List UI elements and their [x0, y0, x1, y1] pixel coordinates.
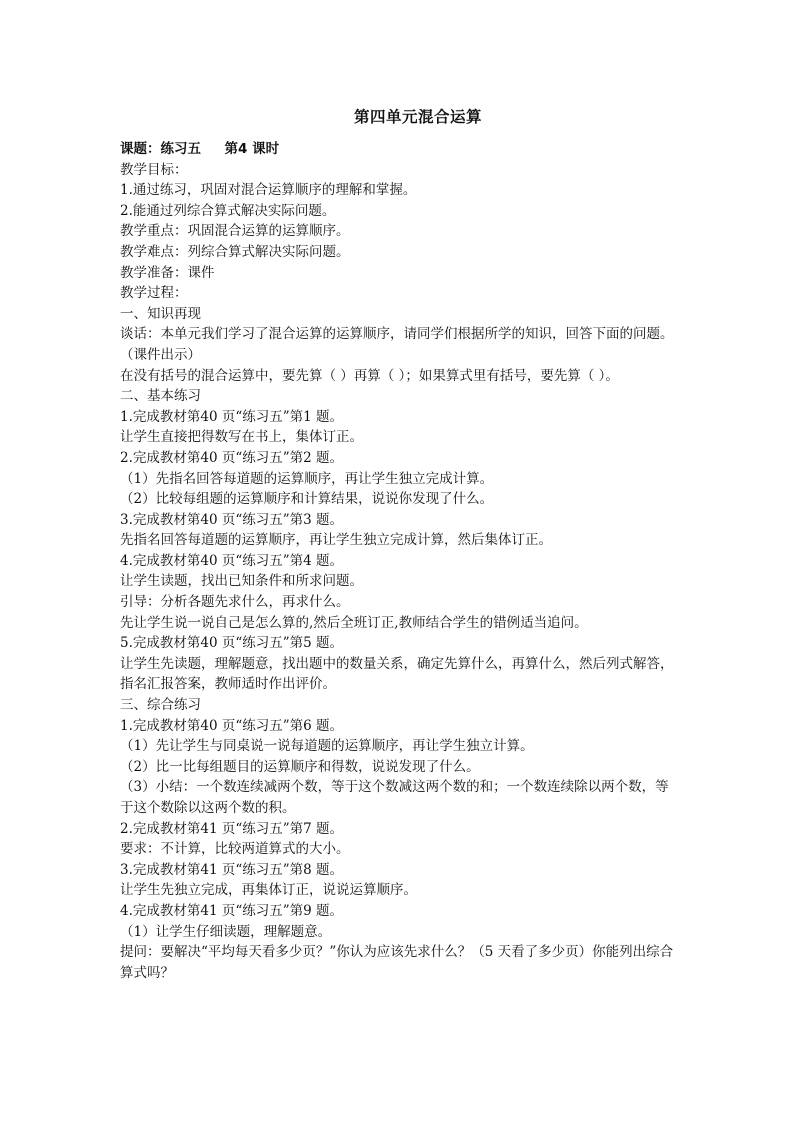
- text-line: 5.完成教材第40 页“练习五”第5 题。: [120, 635, 344, 652]
- text-line: 教学准备：课件: [120, 264, 215, 281]
- text-line: 二、基本练习: [120, 388, 201, 405]
- text-line: （2）比一比每组题目的运算顺序和得数，说说发现了什么。: [120, 758, 480, 775]
- text-line: （3）小结：一个数连续减两个数，等于这个数减这两个数的和；一个数连续除以两个数，等于这个数除以这两个数的积。: [120, 779, 669, 816]
- text-line: 教学重点：巩固混合运算的运算顺序。: [120, 223, 350, 240]
- text-line: 教学难点：列综合算式解决实际问题。: [120, 243, 350, 260]
- text-line: 一、知识再现: [120, 305, 201, 322]
- text-line: （1）先指名回答每道题的运算顺序，再让学生独立完成计算。: [120, 470, 494, 487]
- text-line: （1）让学生仔细读题，理解题意。: [120, 923, 332, 940]
- text-line: 让学生先独立完成，再集体订正，说说运算顺序。: [120, 882, 417, 899]
- text-line: （2）比较每组题的运算顺序和计算结果，说说你发现了什么。: [120, 491, 494, 508]
- text-line: 谈话：本单元我们学习了混合运算的运算顺序，请同学们根据所学的知识，回答下面的问题。（课件出示）: [120, 326, 674, 363]
- lesson-text: [120, 160, 680, 984]
- text-line: 2.能通过列综合算式解决实际问题。: [120, 202, 336, 219]
- text-line: 教学过程：: [120, 285, 188, 302]
- text-line: 先指名回答每道题的运算顺序，再让学生独立完成计算，然后集体订正。: [120, 532, 552, 549]
- text-line: 教学目标：: [120, 161, 188, 178]
- text-line: 2.完成教材第41 页“练习五”第7 题。: [120, 820, 344, 837]
- text-line: 提问：要解决“平均每天看多少页？”你认为应该先求什么？（5 天看了多少页）你能列出综合算式吗？: [120, 944, 674, 981]
- lesson-subject: 课题：练习五 第4 课时: [120, 141, 280, 157]
- text-line: 引导：分析各题先求什么，再求什么。: [120, 594, 350, 611]
- text-line: 要求：不计算，比较两道算式的大小。: [120, 841, 350, 858]
- text-line: 让学生先读题，理解题意，找出题中的数量关系，确定先算什么，再算什么，然后列式解答，指名汇报答案，教师适时作出评价。: [120, 655, 674, 693]
- text-line: 在没有括号的混合运算中，要先算（ ）再算（ ）；如果算式里有括号，要先算（ ）。: [120, 367, 619, 384]
- document-body: [120, 107, 680, 983]
- text-line: 1.通过练习，巩固对混合运算顺序的理解和掌握。: [120, 182, 417, 199]
- text-line: 先让学生说一说自己是怎么算的,然后全班订正,教师结合学生的错例适当追问。: [120, 614, 588, 631]
- text-line: 1.完成教材第40 页“练习五”第6 题。: [120, 717, 344, 734]
- text-line: 让学生直接把得数写在书上，集体订正。: [120, 429, 363, 446]
- page-title: 第四单元混合运算: [353, 108, 482, 126]
- text-line: 3.完成教材第41 页“练习五”第8 题。: [120, 861, 344, 878]
- text-line: 让学生读题，找出已知条件和所求问题。: [120, 573, 363, 590]
- text-line: （1）先让学生与同桌说一说每道题的运算顺序，再让学生独立计算。: [120, 738, 534, 755]
- text-line: 4.完成教材第40 页“练习五”第4 题。: [120, 552, 344, 569]
- text-line: 3.完成教材第40 页“练习五”第3 题。: [120, 511, 344, 528]
- text-line: 4.完成教材第41 页“练习五”第9 题。: [120, 902, 344, 919]
- text-line: 2.完成教材第40 页“练习五”第2 题。: [120, 449, 344, 466]
- text-line: 三、综合练习: [120, 697, 201, 714]
- text-line: 1.完成教材第40 页“练习五”第1 题。: [120, 408, 344, 425]
